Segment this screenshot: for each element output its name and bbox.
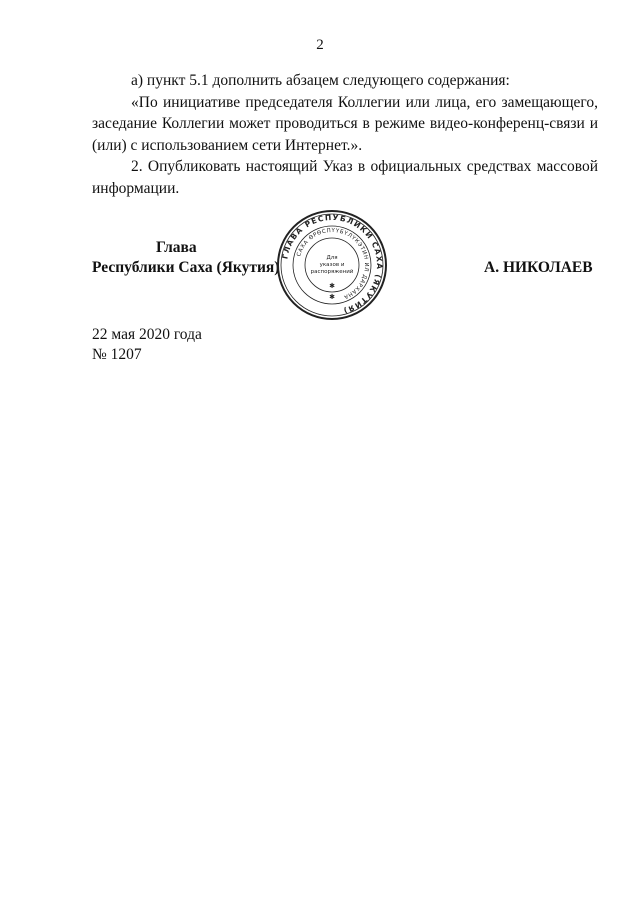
seal-center-line3: распоряжений	[310, 269, 354, 275]
seal-center-line2: указов и	[319, 262, 345, 268]
seal-outer-text: ГЛАВА РЕСПУБЛИКИ САХА (ЯКУТИЯ)	[280, 212, 385, 316]
document-body	[92, 70, 598, 199]
document-footer	[92, 325, 202, 365]
signatory-name: А. НИКОЛАЕВ	[484, 259, 593, 276]
document-date: 22 мая 2020 года	[92, 326, 202, 343]
signatory-title-line2: Республики Саха (Якутия)	[92, 259, 280, 276]
paragraph-amendment-text: «По инициативе председателя Коллегии или лица, его замещающего, заседание Коллегии может проводиться в режиме видео-конференц-связи и (или) с использованием сети Интернет.».	[92, 93, 598, 154]
document-number: № 1207	[92, 346, 142, 363]
seal-star-icon: ✱	[329, 282, 335, 290]
signatory-title	[92, 238, 279, 278]
seal-star-icon-bottom: ✱	[329, 293, 335, 301]
signatory-title-line1: Глава	[156, 239, 197, 256]
seal-inner-text: САХА ӨРӨСПҮҮБҮЛҮКЭТИН ИЛ ДАРХАНА	[296, 227, 370, 300]
page-number: 2	[316, 37, 324, 53]
official-seal	[276, 209, 388, 321]
paragraph-publication: 2. Опубликовать настоящий Указ в официальных средствах массовой информации.	[92, 158, 598, 197]
paragraph-amendment-intro: а) пункт 5.1 дополнить абзацем следующего содержания:	[131, 72, 510, 89]
seal-center-line1: Для	[326, 255, 338, 261]
